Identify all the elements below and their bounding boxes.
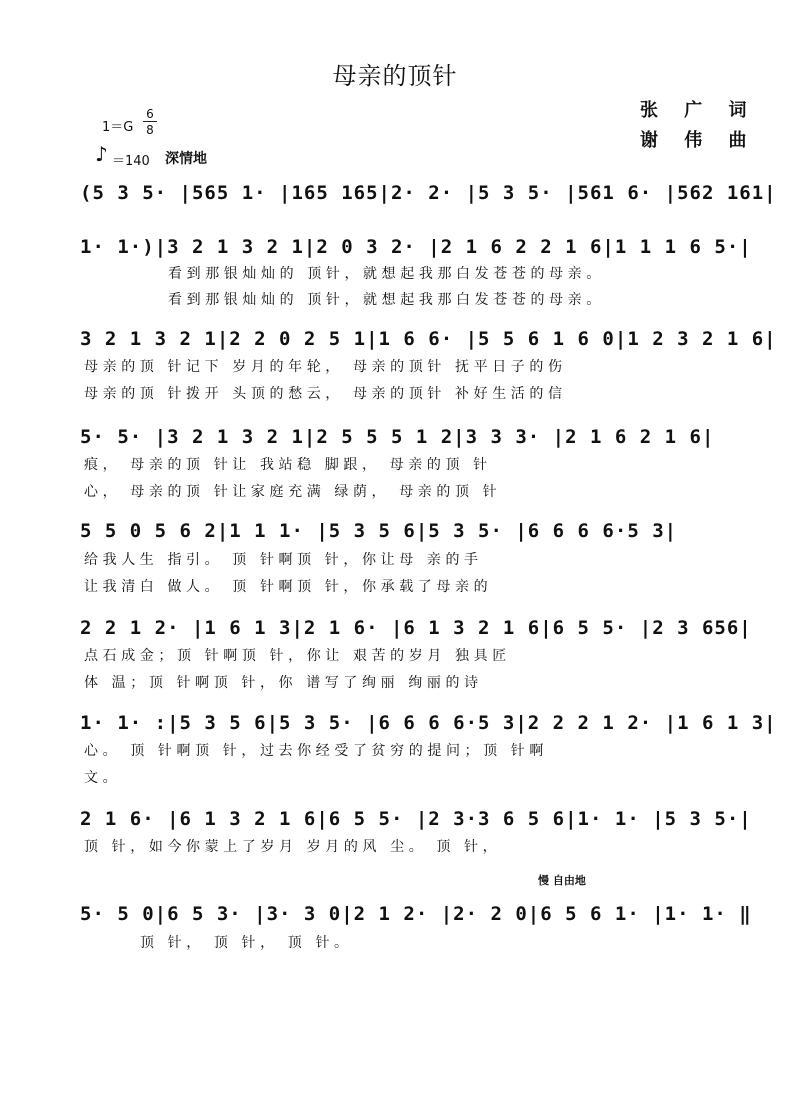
notation-line-7: 1· 1· :|5 3 5 6|5 3 5· |6 6 6 6·5 3|2 2 2 1 2· |1 6 1 3| (80, 712, 777, 734)
time-signature-top: 6 (146, 107, 154, 121)
notation-line-2: 1· 1·)|3 2 1 3 2 1|2 0 3 2· |2 1 6 2 2 1 6|1 1 1 6 5·| (80, 236, 752, 258)
notation-line-1: (5 3 5· |565 1· |165 165|2· 2· |5 3 5· |561 6· |562 161| (80, 182, 777, 204)
lyric-line-9a: 顶 针， 顶 针， 顶 针。 (140, 935, 353, 951)
ending-marking: 慢 自由地 (538, 874, 586, 887)
lyric-line-8a: 顶 针，如今你蒙上了岁月 岁月的风 尘。 顶 针， (84, 839, 502, 855)
lyric-line-3a: 母亲的顶 针记下 岁月的年轮， 母亲的顶针 抚平日子的伤 (84, 359, 567, 375)
notation-line-3: 3 2 1 3 2 1|2 2 0 2 5 1|1 6 6· |5 5 6 1 6 0|1 2 3 2 1 6| (80, 328, 777, 350)
composer-credit: 谢 伟 曲 (640, 130, 757, 151)
lyric-line-2a: 看到那银灿灿的 顶针，就想起我那白发苍苍的母亲。 (168, 266, 605, 282)
lyric-line-6a: 点石成金；顶 针啊顶 针，你让 艰苦的岁月 独具匠 (84, 648, 511, 664)
song-title: 母亲的顶针 (332, 62, 458, 90)
notation-line-6: 2 2 1 2· |1 6 1 3|2 1 6· |6 1 3 2 1 6|6 5 5· |2 3 656| (80, 617, 752, 639)
notation-line-5: 5 5 0 5 6 2|1 1 1· |5 3 5 6|5 3 5· |6 6 6 6·5 3| (80, 520, 678, 542)
notation-line-4: 5· 5· |3 2 1 3 2 1|2 5 5 5 1 2|3 3 3· |2 1 6 2 1 6| (80, 426, 715, 448)
tempo-marking: ＝140 (112, 154, 150, 169)
lyric-line-7b: 文。 (84, 770, 122, 786)
expression-marking: 深情地 (165, 151, 207, 167)
lyricist-credit: 张 广 词 (640, 100, 757, 121)
notation-line-8: 2 1 6· |6 1 3 2 1 6|6 5 5· |2 3·3 6 5 6|1· 1· |5 3 5·| (80, 808, 752, 830)
lyric-line-2b: 看到那银灿灿的 顶针，就想起我那白发苍苍的母亲。 (168, 292, 605, 308)
notation-line-9: 5· 5 0|6 5 3· |3· 3 0|2 1 2· |2· 2 0|6 5 6 1· |1· 1· ‖ (80, 903, 752, 925)
key-signature: 1＝G (102, 120, 134, 135)
lyric-line-6b: 体 温；顶 针啊顶 针，你 谱写了绚丽 绚丽的诗 (84, 675, 483, 691)
lyric-line-7a: 心。 顶 针啊顶 针，过去你经受了贫穷的提问；顶 针啊 (84, 743, 548, 759)
lyric-line-3b: 母亲的顶 针拨开 头顶的愁云， 母亲的顶针 补好生活的信 (84, 386, 567, 402)
lyric-line-5b: 让我清白 做人。 顶 针啊顶 针，你承载了母亲的 (84, 579, 493, 595)
time-signature-bottom: 8 (146, 123, 154, 137)
lyric-line-4b: 心， 母亲的顶 针让家庭充满 绿荫， 母亲的顶 针 (84, 484, 502, 500)
eighth-note-icon: ♪ (95, 142, 108, 166)
lyric-line-4a: 痕， 母亲的顶 针让 我站稳 脚跟， 母亲的顶 针 (84, 457, 492, 473)
time-signature-bar (143, 121, 157, 122)
lyric-line-5a: 给我人生 指引。 顶 针啊顶 针，你让母 亲的手 (84, 552, 483, 568)
